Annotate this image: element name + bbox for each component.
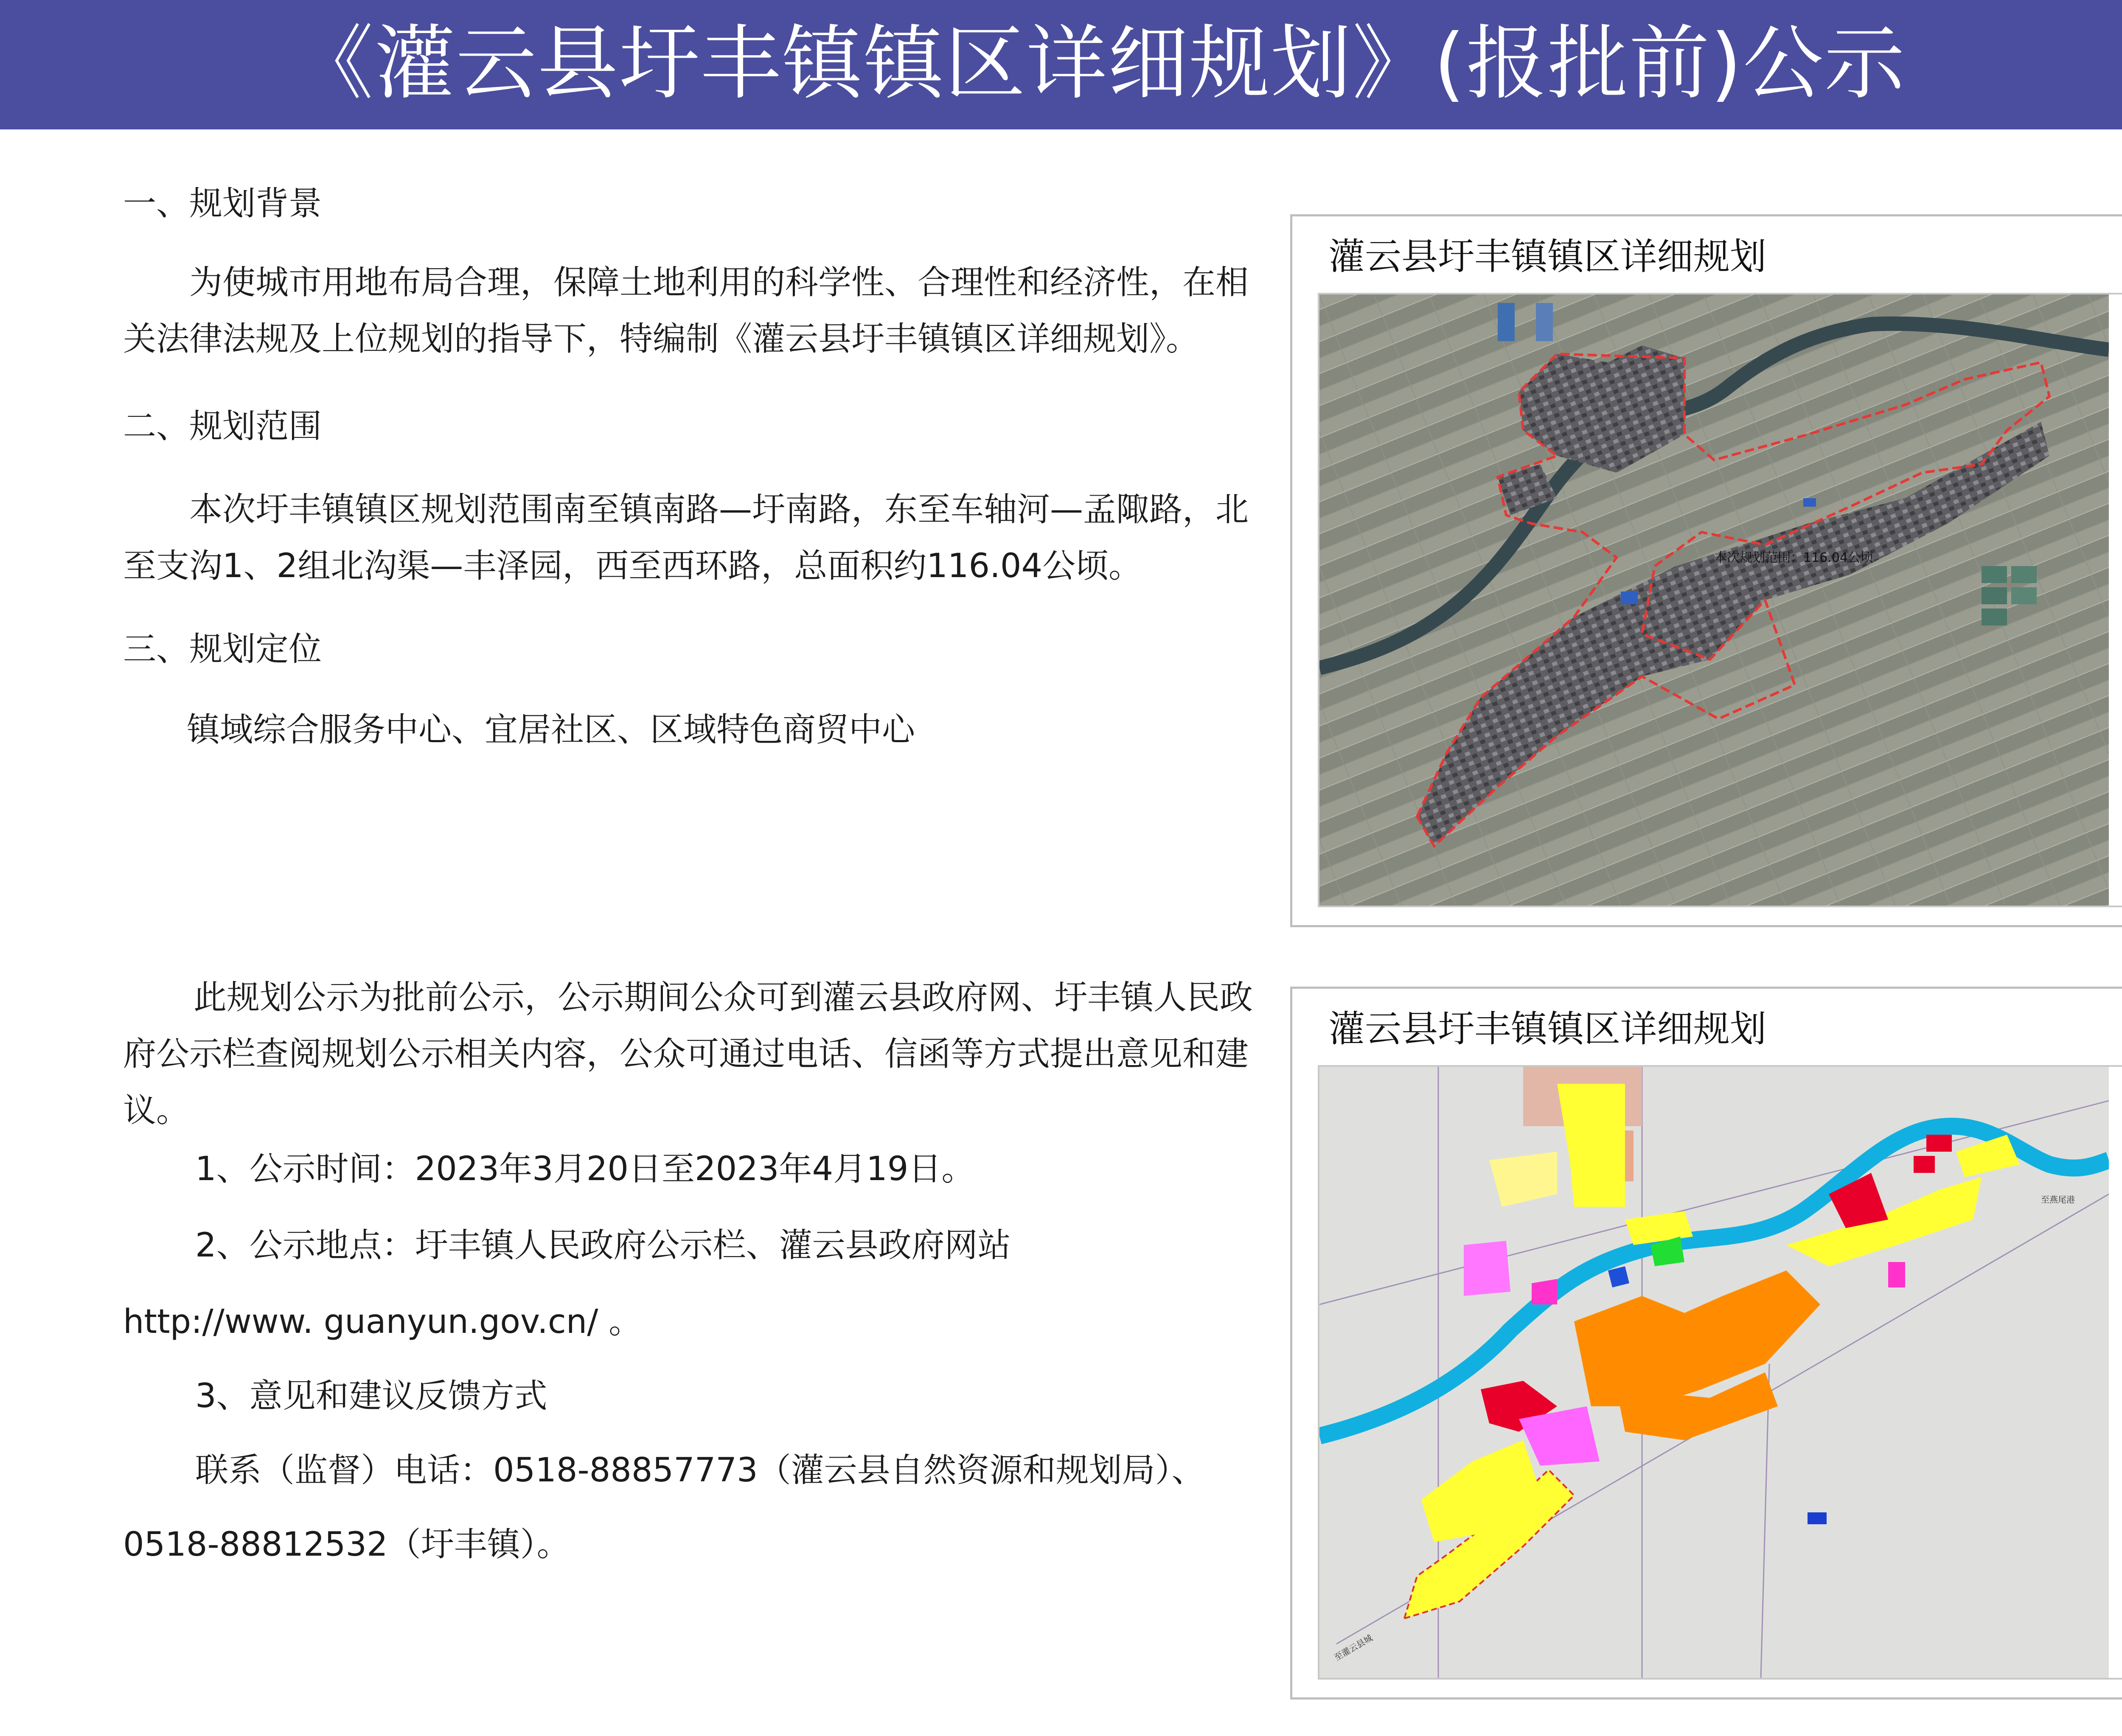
background-heading: 一、规划背景 <box>123 185 322 223</box>
landuse-svg <box>1319 1067 2109 1678</box>
notice-url[interactable]: http://www. guanyun.gov.cn/ 。 <box>123 1303 642 1341</box>
scope-heading: 二、规划范围 <box>123 407 322 446</box>
scope-body: 本次圩丰镇镇区规划范围南至镇南路—圩南路，东至车轴河—孟陬路，北至支沟1、2组北沟渠—丰泽园，西至西环路，总面积约116.04公顷。 <box>123 491 1249 585</box>
notice-place: 2、公示地点：圩丰镇人民政府公示栏、灌云县政府网站 <box>195 1226 1011 1265</box>
position-body: 镇域综合服务中心、宜居社区、区域特色商贸中心 <box>187 711 915 749</box>
satellite-map-title: 灌云县圩丰镇镇区详细规划 <box>1328 236 1766 278</box>
satellite-map-frame <box>1318 293 2122 907</box>
landuse-map-frame <box>1318 1065 2122 1680</box>
satellite-map-panel <box>1290 214 2122 927</box>
place-label-guanyun: 至灌云县城 <box>1332 1632 1375 1663</box>
notice-intro: 此规划公示为批前公示，公示期间公众可到灌云县政府网、圩丰镇人民政府公示栏查阅规划公示相关内容，公众可通过电话、信函等方式提出意见和建议。 <box>123 979 1253 1130</box>
boundary-label: 本次规划范围：116.04公顷 <box>1714 550 1873 565</box>
satellite-image[interactable] <box>1319 294 2109 906</box>
page-title: 《灌云县圩丰镇镇区详细规划》(报批前)公示 <box>293 17 1906 110</box>
landuse-map-title: 灌云县圩丰镇镇区详细规划 <box>1328 1008 1766 1050</box>
header-banner <box>0 0 2122 129</box>
position-heading: 三、规划定位 <box>123 630 322 668</box>
landuse-map-panel <box>1290 987 2122 1700</box>
contact-line-1: 联系（监督）电话：0518-88857773（灌云县自然资源和规划局）、 <box>195 1451 1205 1489</box>
background-body: 为使城市用地布局合理，保障土地利用的科学性、合理性和经济性，在相关法律法规及上位规划的指导下，特编制《灌云县圩丰镇镇区详细规划》。 <box>123 264 1249 358</box>
landuse-image[interactable] <box>1319 1067 2109 1678</box>
notice-time: 1、公示时间：2023年3月20日至2023年4月19日。 <box>195 1150 975 1188</box>
satellite-svg <box>1319 294 2109 906</box>
contact-line-2: 0518-88812532（圩丰镇）。 <box>123 1526 570 1564</box>
place-label-yanwei: 至燕尾港 <box>2041 1195 2075 1205</box>
notice-feedback: 3、意见和建议反馈方式 <box>195 1377 547 1415</box>
